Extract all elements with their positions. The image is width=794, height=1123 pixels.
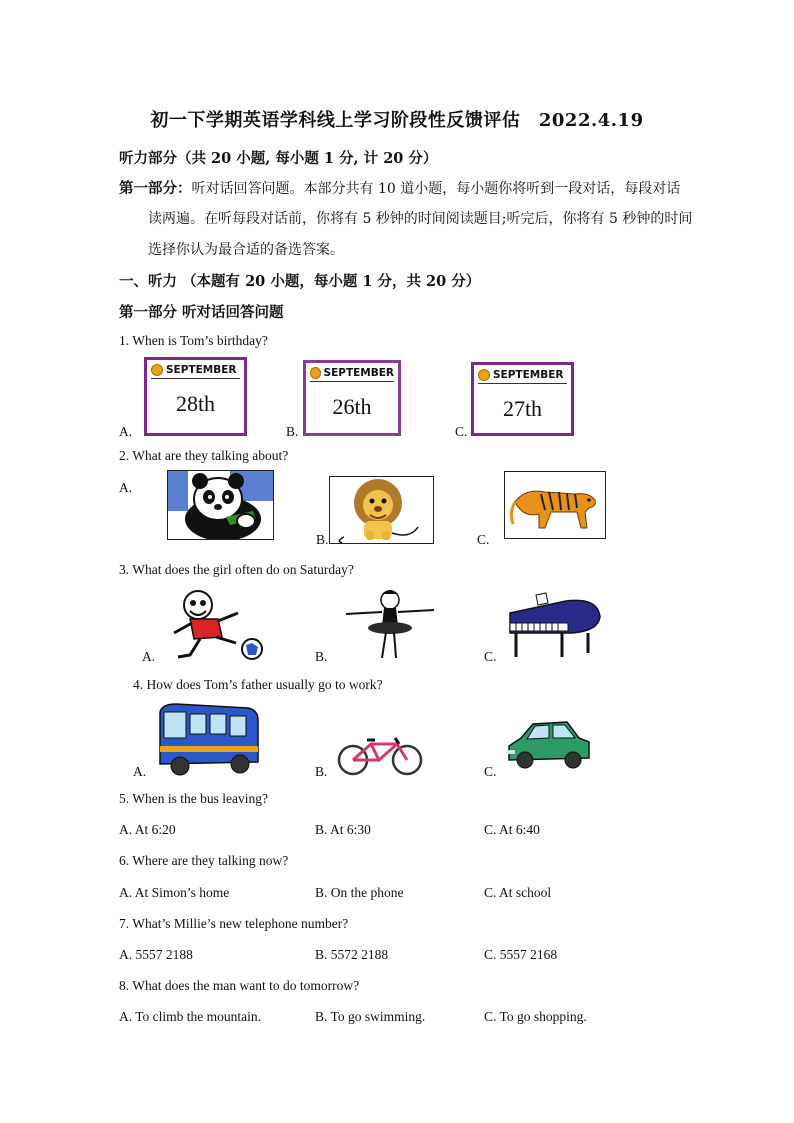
q7-option-c: C. 5557 2168: [484, 947, 558, 962]
tiger-icon: [504, 471, 606, 539]
calendar-27th: [471, 362, 574, 436]
calendar-date: 27th: [502, 396, 543, 421]
piano-icon: [506, 591, 602, 661]
calendar-month: SEPTEMBER: [166, 364, 237, 376]
q7-option-a: A. 5557 2188: [119, 947, 193, 962]
panda-icon: [167, 470, 274, 540]
sun-icon: [478, 369, 490, 381]
q8-option-b: B. To go swimming.: [315, 1009, 426, 1024]
question-3: 3. What does the girl often do on Saturday?: [119, 562, 354, 577]
calendar-month: SEPTEMBER: [323, 367, 394, 379]
q1-label-a: A.: [119, 424, 133, 439]
sun-icon: [151, 364, 163, 376]
part1-intro-line1: [119, 177, 680, 198]
ballet-dancer-icon: [336, 586, 444, 662]
bus-icon: [156, 702, 262, 778]
question-5: 5. When is the bus leaving?: [119, 791, 268, 806]
q3-label-b: B.: [315, 649, 328, 664]
q4-label-a: A.: [133, 764, 147, 779]
question-4: 4. How does Tom’s father usually go to work?: [133, 677, 383, 692]
page-title: 初一下学期英语学科线上学习阶段性反馈评估 2022.4.19: [150, 110, 644, 131]
calendar-26th: [303, 360, 401, 436]
q5-option-a: A. At 6:20: [119, 822, 176, 837]
lion-icon: [329, 476, 434, 544]
q5-option-b: B. At 6:30: [315, 822, 371, 837]
car-icon: [505, 716, 591, 772]
part1-intro-text1: 听对话回答问题。本部分共有 10 道小题，每小题你将听到一段对话，每段对话: [191, 181, 681, 197]
bicycle-icon: [337, 734, 425, 776]
calendar-date: 26th: [332, 394, 372, 419]
section1-header: 一、听力 （本题有 20 小题，每小题 1 分，共 20 分）: [119, 273, 481, 290]
q3-label-c: C.: [484, 649, 497, 664]
q2-label-c: C.: [477, 532, 490, 547]
part1-intro-line2: 读两遍。在听每段对话前，你将有 5 秒钟的时间阅读题目;听完后，你将有 5 秒钟的时间: [148, 211, 693, 227]
q8-option-a: A. To climb the mountain.: [119, 1009, 262, 1024]
listening-header: 听力部分（共 20 小题, 每小题 1 分, 计 20 分）: [119, 150, 438, 167]
q7-option-b: B. 5572 2188: [315, 947, 389, 962]
calendar-date: 28th: [175, 391, 216, 416]
calendar-28th: [144, 357, 247, 436]
q3-label-a: A.: [142, 649, 156, 664]
part1-intro-line3: 选择你认为最合适的备选答案。: [148, 242, 344, 258]
question-7: 7. What’s Millie’s new telephone number?: [119, 916, 349, 931]
q6-option-c: C. At school: [484, 885, 552, 900]
q6-option-b: B. On the phone: [315, 885, 404, 900]
question-2: 2. What are they talking about?: [119, 448, 289, 463]
question-8: 8. What does the man want to do tomorrow?: [119, 978, 360, 993]
q5-option-c: C. At 6:40: [484, 822, 540, 837]
q4-label-c: C.: [484, 764, 497, 779]
q1-label-c: C.: [455, 424, 468, 439]
part1-intro-label: 第一部分：: [119, 180, 192, 197]
question-6: 6. Where are they talking now?: [119, 853, 289, 868]
football-player-icon: [160, 585, 270, 663]
q8-option-c: C. To go shopping.: [484, 1009, 587, 1024]
calendar-month: SEPTEMBER: [493, 369, 564, 381]
q6-option-a: A. At Simon’s home: [119, 885, 230, 900]
sun-icon: [310, 367, 321, 379]
q4-label-b: B.: [315, 764, 328, 779]
question-1: 1. When is Tom’s birthday?: [119, 333, 268, 348]
q1-label-b: B.: [286, 424, 299, 439]
part1-header: 第一部分 听对话回答问题: [119, 304, 284, 321]
q2-label-b: B.: [316, 532, 329, 547]
q2-label-a: A.: [119, 480, 133, 495]
